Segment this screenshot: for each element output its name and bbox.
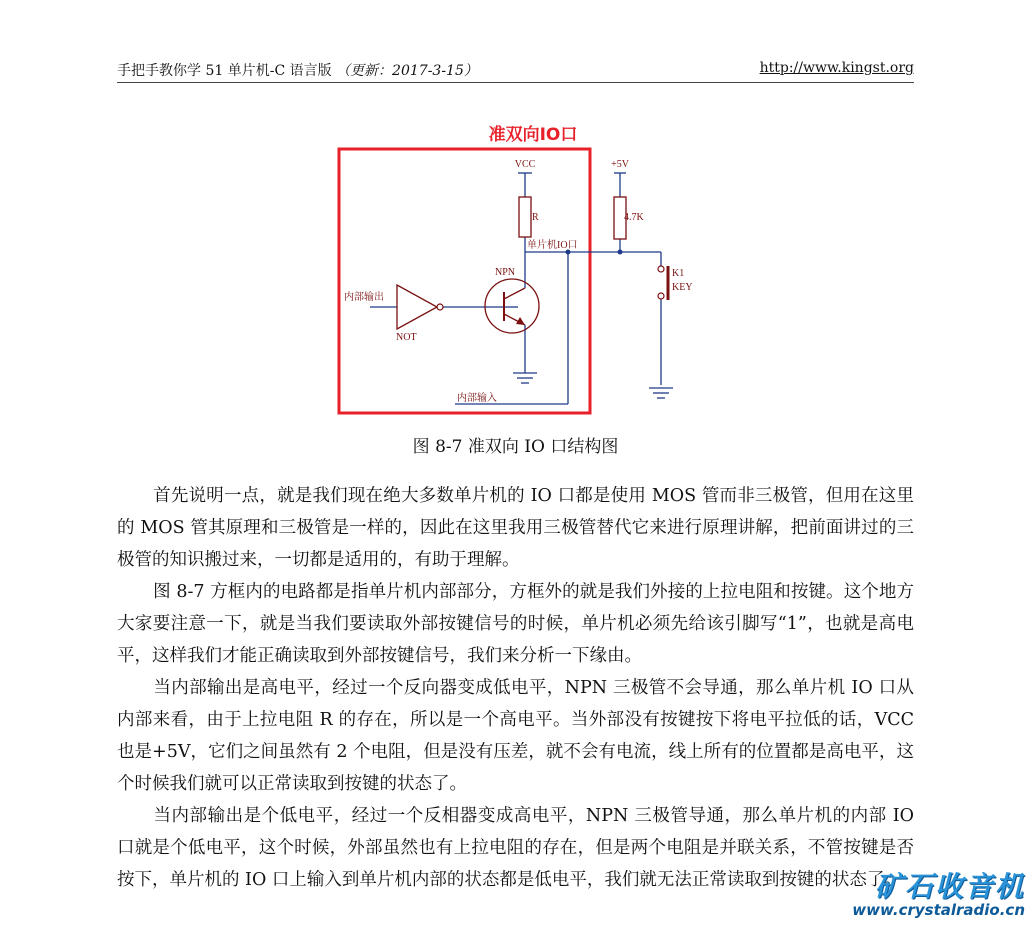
- k1-label: K1: [672, 268, 685, 279]
- header-link[interactable]: http://www.kingst.org: [759, 60, 914, 76]
- ground-symbol: [513, 373, 537, 383]
- paragraph: [117, 480, 914, 576]
- r47-label: 4.7K: [624, 212, 644, 223]
- push-button-key: [658, 266, 668, 300]
- paragraph: [117, 576, 914, 672]
- figure-caption: 图 8-7 准双向 IO 口结构图: [412, 437, 619, 457]
- circuit-diagram: [0, 0, 1031, 430]
- watermark-name: 矿石收音机: [874, 870, 1025, 903]
- r-label: R: [532, 212, 539, 223]
- resistor-r: [519, 197, 531, 237]
- chip-boundary-frame: [339, 149, 590, 413]
- book-title: 手把手教你学 51 单片机-C 语言版: [117, 63, 332, 79]
- watermark-url: www.crystalradio.cn: [852, 901, 1025, 919]
- ground-symbol-key: [649, 388, 673, 398]
- not-label: NOT: [396, 332, 417, 343]
- paragraph: [117, 800, 914, 896]
- io-pin-label: 单片机IO口: [527, 240, 578, 251]
- update-date: （更新：2017-3-15）: [336, 63, 478, 79]
- not-gate-bubble: [437, 304, 443, 310]
- npn-label: NPN: [495, 267, 516, 278]
- paragraph-text: 首先说明一点，就是我们现在绝大多数单片机的 IO 口都是使用 MOS 管而非三极管，但用在这里的 MOS 管其原理和三极管是一样的，因此在这里我用三极管替代它来进行原理讲解，把前面讲过的三极管的知识搬过来，一切都是适用的，有助于理解。: [117, 486, 914, 570]
- not-gate: [397, 285, 437, 329]
- paragraph-text: 图 8-7 方框内的电路都是指单片机内部部分，方框外的就是我们外接的上拉电阻和按键。这个地方大家要注意一下，就是当我们要读取外部按键信号的时候，单片机必须先给该引脚写“1”，也就是高电平，这样我们才能正确读取到外部按键信号，我们来分析一下缘由。: [117, 582, 914, 666]
- paragraph-text: 当内部输出是高电平，经过一个反向器变成低电平，NPN 三极管不会导通，那么单片机 IO 口从内部来看，由于上拉电阻 R 的存在，所以是一个高电平。当外部没有按键按下将电平拉低的话，VCC 也是+5V，它们之间虽然有 2 个电阻，但是没有压差，就不会有电流，线上所有的位置都是高电平，这个时候我们就可以正常读取到按键的状态了。: [117, 678, 914, 794]
- figure-title: 准双向IO口: [488, 125, 578, 145]
- watermark: [852, 865, 1025, 919]
- paragraph-text: 当内部输出是个低电平，经过一个反相器变成高电平，NPN 三极管导通，那么单片机的内部 IO 口就是个低电平，这个时候，外部虽然也有上拉电阻的存在，但是两个电阻是并联关系，不管按键是否按下，单片机的 IO 口上输入到单片机内部的状态都是低电平，我们就无法正常读取到按键的状态了。: [117, 806, 914, 890]
- npn-transistor: [485, 279, 539, 333]
- plus5v-label: +5V: [611, 159, 629, 170]
- junction-dot: [618, 250, 623, 255]
- key-label: KEY: [672, 282, 693, 293]
- paragraph: [117, 672, 914, 800]
- internal-input-label: 内部输入: [457, 393, 497, 404]
- vcc-label: VCC: [514, 159, 536, 170]
- internal-output-label: 内部输出: [344, 292, 384, 303]
